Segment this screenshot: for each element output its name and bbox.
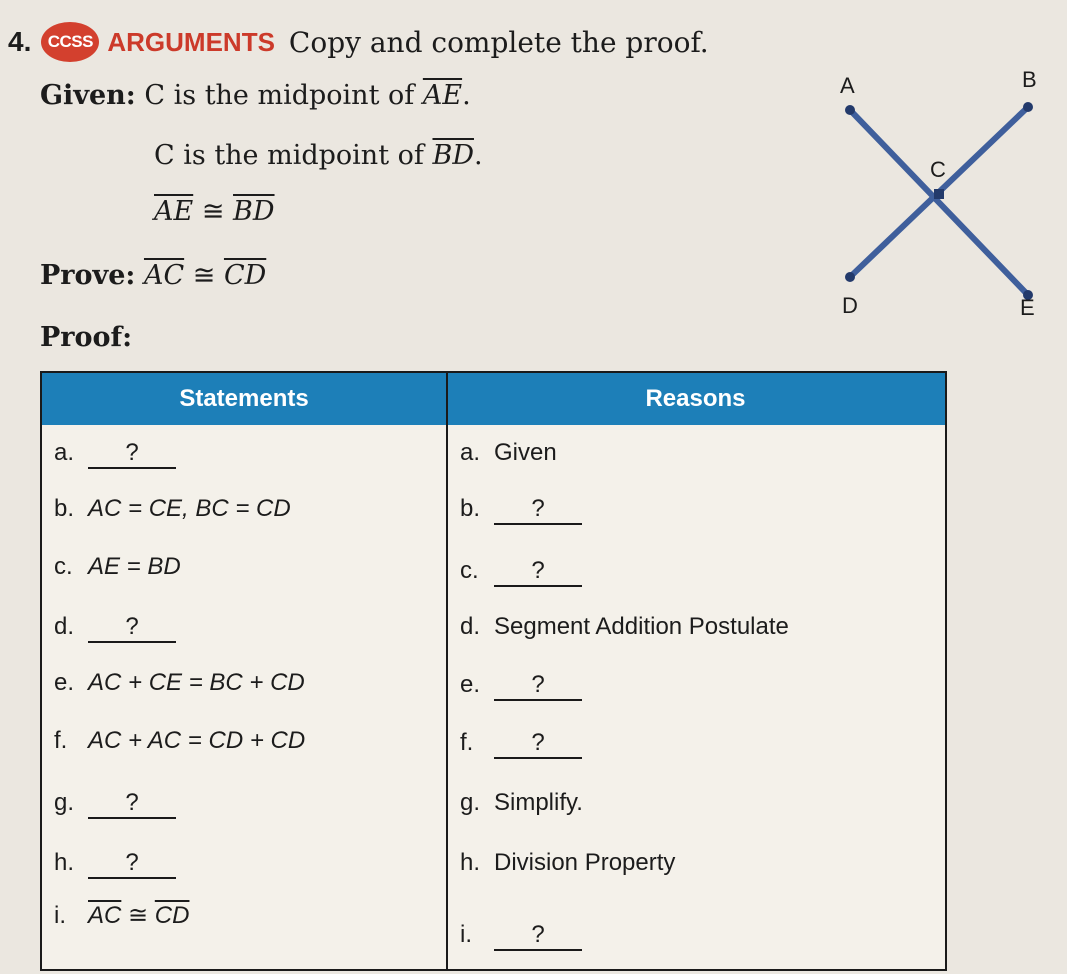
statement-b — [54, 495, 291, 523]
statement-h — [54, 849, 176, 879]
point-b — [1023, 102, 1033, 112]
ccss-badge: CCSS — [41, 22, 99, 62]
congruent-symbol: ≅ — [192, 260, 216, 291]
row-label: i. — [460, 921, 472, 948]
point-c — [934, 189, 944, 199]
given-text-1: C is the midpoint of — [144, 80, 415, 111]
statement-g — [54, 789, 176, 819]
prove-label: Prove: — [40, 260, 136, 291]
statement-text: AE = BD — [88, 553, 181, 580]
reason-blank[interactable]: ? — [494, 673, 582, 701]
reason-i — [460, 921, 582, 951]
reason-c — [460, 557, 582, 587]
congruent-symbol: ≅ — [201, 196, 225, 227]
given-line-1 — [40, 80, 471, 111]
table-header — [42, 373, 945, 425]
reason-a — [460, 439, 557, 467]
statement-blank[interactable]: ? — [88, 441, 176, 469]
label-a: A — [840, 73, 855, 98]
statement-c — [54, 553, 181, 581]
reason-f — [460, 729, 582, 759]
row-label: d. — [54, 613, 75, 640]
header-reasons: Reasons — [645, 385, 746, 412]
statement-blank[interactable]: ? — [88, 851, 176, 879]
row-label: f. — [54, 727, 68, 754]
reason-e — [460, 671, 582, 701]
given-text-2: C is the midpoint of — [154, 140, 424, 171]
statement-blank[interactable]: ? — [88, 615, 176, 643]
point-d — [845, 272, 855, 282]
segment-bd: $\overline{BD}$ — [233, 196, 275, 227]
exercise-heading — [8, 20, 709, 64]
reason-text: Segment Addition Postulate — [494, 613, 789, 640]
segment-bd: $\overline{BD}$ — [432, 140, 474, 171]
statement-text: AC + CE = BC + CD — [88, 669, 305, 696]
row-label: a. — [460, 439, 481, 466]
column-divider — [446, 373, 448, 969]
row-label: a. — [54, 439, 75, 466]
intersecting-segments-diagram — [810, 65, 1065, 325]
header-statements: Statements — [179, 385, 309, 412]
row-label: g. — [54, 789, 75, 816]
reason-blank[interactable]: ? — [494, 559, 582, 587]
reason-text: Given — [494, 439, 557, 466]
segment-ac: $\overline{AC}$ — [143, 260, 185, 291]
instruction-text: Copy and complete the proof. — [288, 25, 709, 59]
statement-i — [54, 901, 189, 930]
reason-blank[interactable]: ? — [494, 497, 582, 525]
row-label: c. — [460, 557, 479, 584]
row-label: h. — [54, 849, 75, 876]
reason-g — [460, 789, 583, 817]
row-label: c. — [54, 553, 73, 580]
given-line-2 — [154, 140, 483, 171]
statement-text: AC + AC = CD + CD — [88, 727, 306, 754]
row-label: d. — [460, 613, 481, 640]
reason-blank[interactable]: ? — [494, 731, 582, 759]
prove-line — [40, 260, 266, 291]
point-a — [845, 105, 855, 115]
statement-f — [54, 727, 305, 755]
row-label: f. — [460, 729, 474, 756]
label-e: E — [1020, 295, 1035, 320]
row-label: b. — [460, 495, 481, 522]
given-line-3 — [154, 196, 275, 227]
proof-label: Proof: — [40, 322, 133, 353]
segment-ae: $\overline{AE}$ — [154, 196, 194, 227]
period: . — [473, 140, 483, 171]
segment-ac: $\overline{AC}$ — [88, 902, 122, 929]
period: . — [462, 80, 471, 111]
reason-text: Simplify. — [494, 789, 583, 816]
statement-text: AC = CE, BC = CD — [88, 495, 291, 522]
proof-table — [40, 371, 947, 971]
row-label: h. — [460, 849, 481, 876]
statement-blank[interactable]: ? — [88, 791, 176, 819]
reason-b — [460, 495, 582, 525]
row-label: e. — [460, 671, 481, 698]
statement-a — [54, 439, 176, 469]
statement-e — [54, 669, 305, 697]
reason-text: Division Property — [494, 849, 676, 876]
label-b: B — [1022, 67, 1037, 92]
row-label: i. — [54, 902, 66, 929]
practice-keyword: ARGUMENTS — [107, 26, 275, 57]
segment-cd: $\overline{CD}$ — [223, 260, 267, 291]
segment-cd: $\overline{CD}$ — [154, 902, 190, 929]
row-label: b. — [54, 495, 75, 522]
segment-ae: $\overline{AE}$ — [422, 80, 463, 111]
row-label: g. — [460, 789, 481, 816]
exercise-number: 4. — [8, 26, 32, 57]
row-label: e. — [54, 669, 75, 696]
reason-h — [460, 849, 675, 877]
congruent-symbol: ≅ — [128, 902, 149, 929]
segment-ae-line — [850, 110, 1028, 295]
given-label: Given: — [40, 80, 136, 111]
label-d: D — [842, 293, 858, 318]
statement-d — [54, 613, 176, 643]
reason-d — [460, 613, 789, 641]
label-c: C — [930, 157, 946, 182]
reason-blank[interactable]: ? — [494, 923, 582, 951]
